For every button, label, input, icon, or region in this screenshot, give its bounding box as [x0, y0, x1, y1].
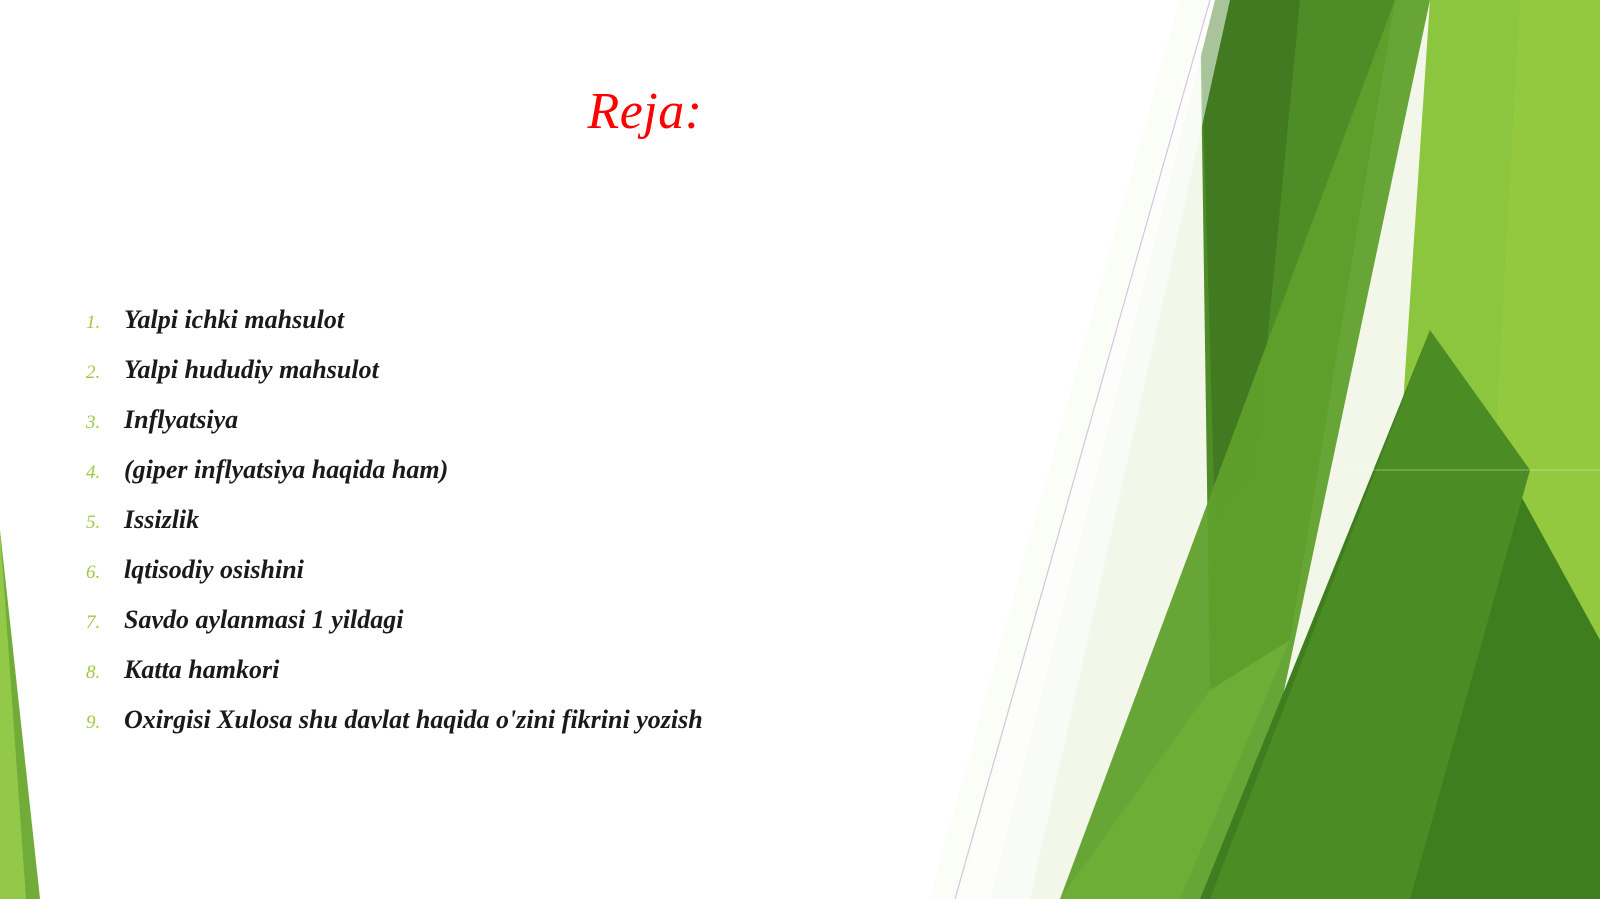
list-item-number: 7.: [86, 612, 101, 633]
list-item: [86, 505, 1136, 555]
list-item: [86, 455, 1136, 505]
list-item-number: 9.: [86, 712, 101, 733]
list-item-label: Issizlik: [124, 505, 200, 534]
list-item-number: 2.: [86, 362, 101, 383]
list-item: [86, 305, 1136, 355]
list-item-number: 6.: [86, 562, 101, 583]
list-item-number: 8.: [86, 662, 101, 683]
list-item: [86, 705, 1136, 755]
list-item: [86, 605, 1136, 655]
list-item: [86, 405, 1136, 455]
list-item: [86, 555, 1136, 605]
list-item-number: 5.: [86, 512, 101, 533]
list-item-label: Yalpi ichki mahsulot: [124, 305, 345, 334]
list-item-label: Katta hamkori: [124, 655, 280, 684]
plan-list: [86, 305, 1136, 755]
list-item-label: Inflyatsiya: [124, 405, 239, 434]
list-item-label: Savdo aylanmasi 1 yildagi: [124, 605, 404, 634]
list-item: [86, 355, 1136, 405]
page-title: Reja:: [587, 83, 703, 140]
list-item-label: lqtisodiy osishini: [124, 555, 304, 584]
list-item-number: 4.: [86, 462, 101, 483]
list-item-number: 1.: [86, 312, 101, 333]
list-item-label: Oxirgisi Xulosa shu davlat haqida o'zini fikrini yozish: [124, 705, 703, 734]
list-item: [86, 655, 1136, 705]
list-item-label: Yalpi hududiy mahsulot: [124, 355, 379, 384]
list-item-label: (giper inflyatsiya haqida ham): [124, 455, 449, 484]
list-item-number: 3.: [86, 412, 101, 433]
